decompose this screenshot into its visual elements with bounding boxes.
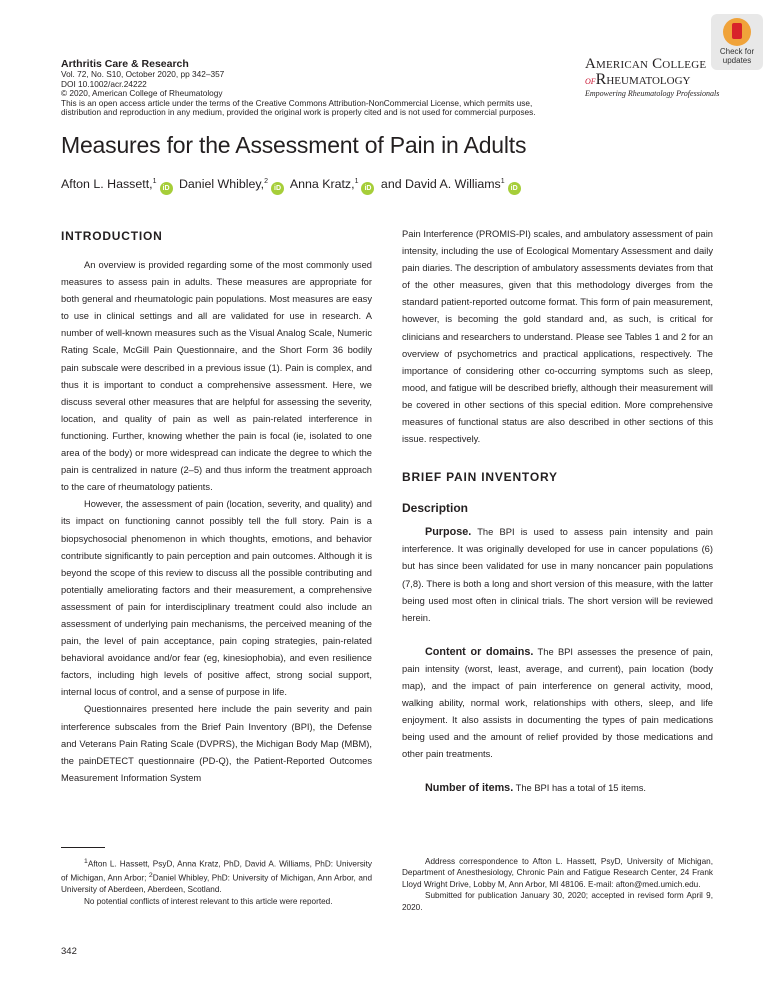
content-paragraph: Content or domains. The BPI assesses the presence of pain, pain intensity (worst, least, average, and current), pain location (body map), and the impact of pain interference on general activity, mood, walking ability, normal work, relationships with others, sleep, and life enjoyment. It also assists in documenting the types of pain medications being used and the amount of relief provided by those medications and other pain treatments. [402,645,713,760]
copyright: © 2020, American College of Rheumatology [61,88,223,99]
author-name: Daniel Whibley, [178,177,265,192]
subsection-heading-description: Description [402,501,469,516]
acr-logo [585,56,765,99]
author-name: Anna Kratz, [289,177,355,192]
orcid-icon[interactable]: iD [160,182,173,195]
left-column [61,226,372,787]
intro-paragraph-1: An overview is provided regarding some of the most commonly used measures to assess pain in adults. These measures are appropriate for both general and rheumatologic pain populations. Most measures are easy to use in clinical settings and all are validated for use in research. A number of well-known measures such as the Visual Analog Scale, Numeric Rating Scale, McGill Pain Questionnaire, and the Short Form 36 bodily pain subscale were described in a previous issue (1). Pain is complex, and thus it is important to conduct a comprehensive assessment. Here, we discuss several other measures that are helpful for assessing the severity, location, and quality of pain as well as pain-related interference in functioning. Further, knowing whether the pain is focal (ie, isolated to one area of the body) or more widespread can indicate the degree to which the pain is centralized in nature (2–5) and thus inform the treatment approach to the care of rheumatology patients. [61,260,372,493]
intro-paragraph-2: However, the assessment of pain (location, severity, and quality) and its impact on functioning cannot possibly tell the full story. Pain is a biopsychosocial phenomenon in which thoughts, emotions, and behavior contribute significantly to pain perception and pain outcomes. Although it is beyond the scope of this review to discuss all the possible contributing and potentially ameliorating factors and their measurement, a comprehensive assessment of pain for interdisciplinary treatment could also include an assessment of underlying pain mechanisms, the perceived meaning of the pain, the level of pain acceptance, pain coping strategies, pain-related behavioral avoidance and/or fear (eg, kinesiophobia), and even resilience factors, including high levels of positive affect, strong social support, internal locus of control, and a sense of purpose in life. [61,499,372,698]
intro-paragraph-3: Questionnaires presented here include the pain severity and pain interference subscales from the Brief Pain Inventory (BPI), the Defense and Veterans Pain Rating Scale (DVPRS), the Michigan Body Map (MBM), the painDETECT questionnaire (PD-Q), the Patient-Reported Outcomes Measurement Information System [61,704,372,783]
footnote-correspondence [402,856,713,913]
license-line-1: This is an open access article under the terms of the Creative Commons Attribution-NonCommercial License, which permits use, [61,97,533,108]
section-heading-introduction: INTRODUCTION [61,229,163,243]
affiliation-note: $^1$Afton L. Hassett, PsyD, Anna Kratz, PhD, David A. Williams, PhD: University of Michigan, Ann Arbor; $^2$Daniel Whibley, PhD: University of Michigan, Ann Arbor, and University of Aberdeen, Aberdeen, Scotland. [61,858,372,895]
logo-line-2: ofRheumatology [585,71,691,88]
license-line-2: distribution and reproduction in any medium, provided the original work is properly cited and is not used for commercial purposes. [61,107,536,118]
author-list: Afton L. Hassett,$^1$iD Daniel Whibley,$^2$iD Anna Kratz,$^1$iD and David A. Williams$^1$iD [61,173,524,195]
section-heading-bpi: BRIEF PAIN INVENTORY [402,470,558,485]
orcid-icon[interactable]: iD [271,182,284,195]
submission-note: Submitted for publication January 30, 2020; accepted in revised form April 9, 2020. [402,891,713,912]
correspondence-note: Address correspondence to Afton L. Hassett, PsyD, University of Michigan, Department of Anesthesiology, Chronic Pain and Fatigue Research Center, 24 Frank Lloyd Wright Drive, Lobby M, Ann Arbor, MI 48106. E-mail: afton@med.umich.edu. [402,857,713,889]
bookmark-icon [723,18,751,46]
logo-line-1: American College [585,56,707,72]
article-title: Measures for the Assessment of Pain in Adults [61,132,527,158]
doi[interactable]: DOI 10.1002/acr.24222 [61,78,147,89]
journal-name: Arthritis Care & Research [61,58,189,70]
intro-continued-paragraph: Pain Interference (PROMIS-PI) scales, and ambulatory assessment of pain intensity, including the use of Ecological Momentary Assessment and daily pain diaries. The description of ambulatory assessments deviates from that of the other measures, given that this methodology diverges from the standard patient-reported outcome format. This form of pain measurement, however, is becoming the gold standard and, as such, is critical for clinicians and researchers to understand. Please see Tables 1 and 2 for an overview of psychometrics and practical applications, respectively. The importance of considering other co-occurring symptoms such as sleep, mood, and fatigue will be described briefly, although their measurement will be covered in other sections of this special edition. More comprehensive measures of functional status are also described in other sections of this issue. respectively. [402,229,713,445]
author-name: Afton L. Hassett, [61,177,153,192]
volume-info: Vol. 72, No. S10, October 2020, pp 342–357 [61,69,225,79]
footnote-divider [61,847,105,848]
journal-header [61,58,661,118]
orcid-icon[interactable]: iD [361,182,374,195]
logo-tagline: Empowering Rheumatology Professionals [585,89,720,98]
conflicts-note: No potential conflicts of interest relevant to this article were reported. [84,896,333,906]
orcid-icon[interactable]: iD [508,182,521,195]
items-paragraph: Number of items. The BPI has a total of 15 items. [425,782,646,795]
author-name: and David A. Williams [380,177,501,192]
purpose-paragraph: Purpose. The BPI is used to assess pain intensity and pain interference. It was originally developed for use in cancer populations (6) but has since been validated for use in many noncancer pain populations (7,8). There is both a long and short version of this measure, with the latter being used most often in clinical trials. The short version will be reviewed herein. [402,526,713,623]
page-number: 342 [61,946,77,957]
right-column [402,226,713,798]
check-for-updates-label: Check for updates [719,47,755,65]
footnote-affiliations [61,856,372,907]
